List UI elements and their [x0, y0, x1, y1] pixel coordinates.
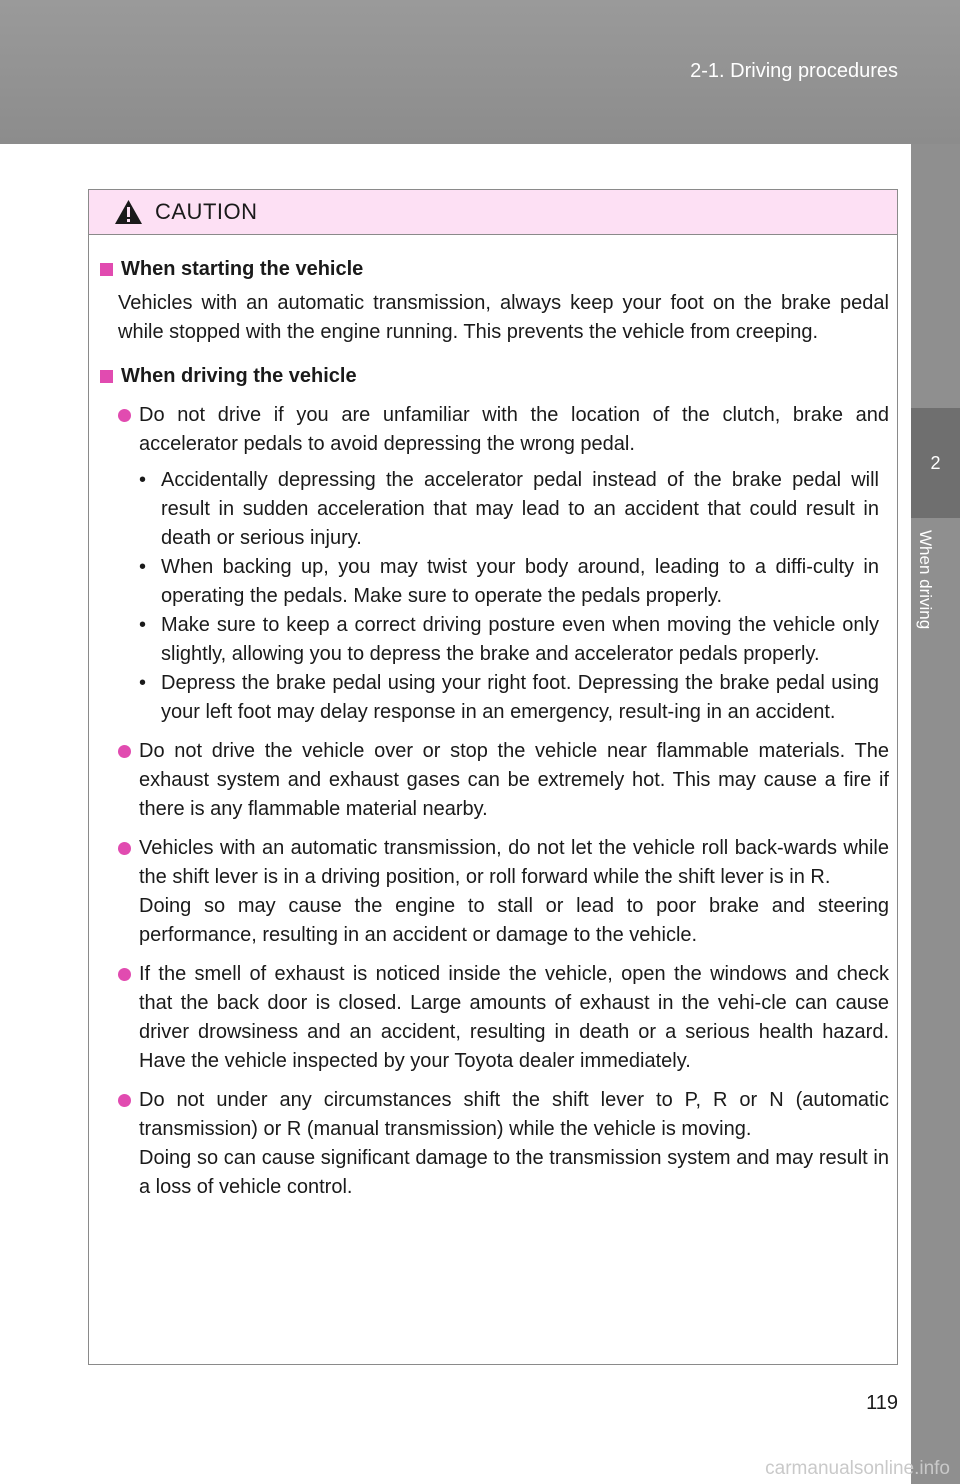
section-paragraph: Vehicles with an automatic transmission, always keep your foot on the brake pedal while stopped with the engine running. This prevents the vehicle from creeping.	[118, 292, 889, 343]
bullet-text: If the smell of exhaust is noticed inside the vehicle, open the windows and check that the back door is closed. Large amounts of exhaust in the vehi-cle can cause driver drowsiness and an accident, resulting in death or a serious health hazard. Have the vehicle inspected by your Toyota dealer immediately.	[139, 963, 889, 1072]
bullet-text	[139, 1086, 889, 1202]
page-header	[0, 0, 960, 144]
square-bullet-icon	[100, 370, 113, 383]
sub-item	[139, 611, 879, 669]
bullet-item	[97, 737, 889, 824]
square-bullet-icon	[100, 263, 113, 276]
section-heading	[97, 362, 889, 391]
sub-item-dot-icon: •	[139, 556, 147, 578]
side-tab-label: When driving	[916, 530, 935, 630]
watermark: carmanualsonline.info	[765, 1458, 950, 1479]
bullet-text: Do not drive if you are unfamiliar with the location of the clutch, brake and accelerator pedals to avoid depressing the wrong pedal.	[139, 404, 889, 455]
circle-bullet-icon	[118, 409, 131, 422]
bullet-text	[139, 834, 889, 950]
bullet-item	[97, 401, 889, 459]
bullet-text-line: Vehicles with an automatic transmission, do not let the vehicle roll back-wards while the shift lever is in a driving position, or roll forward while the shift lever is in R.	[139, 837, 889, 888]
side-tab-bottom	[911, 518, 960, 1484]
circle-bullet-icon	[118, 1094, 131, 1107]
sub-item-text: When backing up, you may twist your body around, leading to a diffi-culty in operating the pedals. Make sure to operate the pedals properly.	[161, 556, 879, 607]
caution-content	[89, 235, 897, 1202]
caution-title: CAUTION	[155, 199, 258, 224]
section-heading	[97, 255, 889, 284]
sub-item-dot-icon: •	[139, 614, 147, 636]
sub-item	[139, 466, 879, 553]
side-tab-number: 2	[911, 408, 960, 518]
header-title: 2-1. Driving procedures	[690, 60, 898, 82]
side-tab-top	[911, 144, 960, 408]
sub-item-dot-icon: •	[139, 672, 147, 694]
circle-bullet-icon	[118, 968, 131, 981]
bullet-text-line: Doing so can cause significant damage to the transmission system and may result in a loss of vehicle control.	[139, 1147, 889, 1198]
sub-item-text: Accidentally depressing the accelerator pedal instead of the brake pedal will result in sudden acceleration that may lead to an accident that could result in death or serious injury.	[161, 469, 879, 549]
bullet-item	[97, 834, 889, 950]
page-number: 119	[866, 1392, 898, 1414]
sub-list	[97, 466, 889, 727]
sub-item	[139, 669, 879, 727]
bullet-text-line: Do not under any circumstances shift the shift lever to P, R or N (automatic transmission) or R (manual transmission) while the vehicle is moving.	[139, 1089, 889, 1140]
bullet-text: Do not drive the vehicle over or stop the vehicle near flammable materials. The exhaust system and exhaust gases can be extremely hot. This may cause a fire if there is any flammable material nearby.	[139, 740, 889, 820]
section-heading-text: When driving the vehicle	[121, 365, 357, 387]
bullet-item	[97, 1086, 889, 1202]
circle-bullet-icon	[118, 745, 131, 758]
caution-box	[88, 189, 898, 1365]
sub-item-text: Make sure to keep a correct driving posture even when moving the vehicle only slightly, allowing you to depress the brake and accelerator pedals properly.	[161, 614, 879, 665]
sub-item-text: Depress the brake pedal using your right foot. Depressing the brake pedal using your left foot may delay response in an emergency, result-ing in an accident.	[161, 672, 879, 723]
sub-item	[139, 553, 879, 611]
bullet-text-line: Doing so may cause the engine to stall or lead to poor brake and steering performance, resulting in an accident or damage to the vehicle.	[139, 895, 889, 946]
section-heading-text: When starting the vehicle	[121, 258, 364, 280]
sub-item-dot-icon: •	[139, 469, 147, 491]
caution-header	[89, 190, 897, 235]
warning-icon	[114, 199, 143, 225]
bullet-item	[97, 960, 889, 1076]
circle-bullet-icon	[118, 842, 131, 855]
